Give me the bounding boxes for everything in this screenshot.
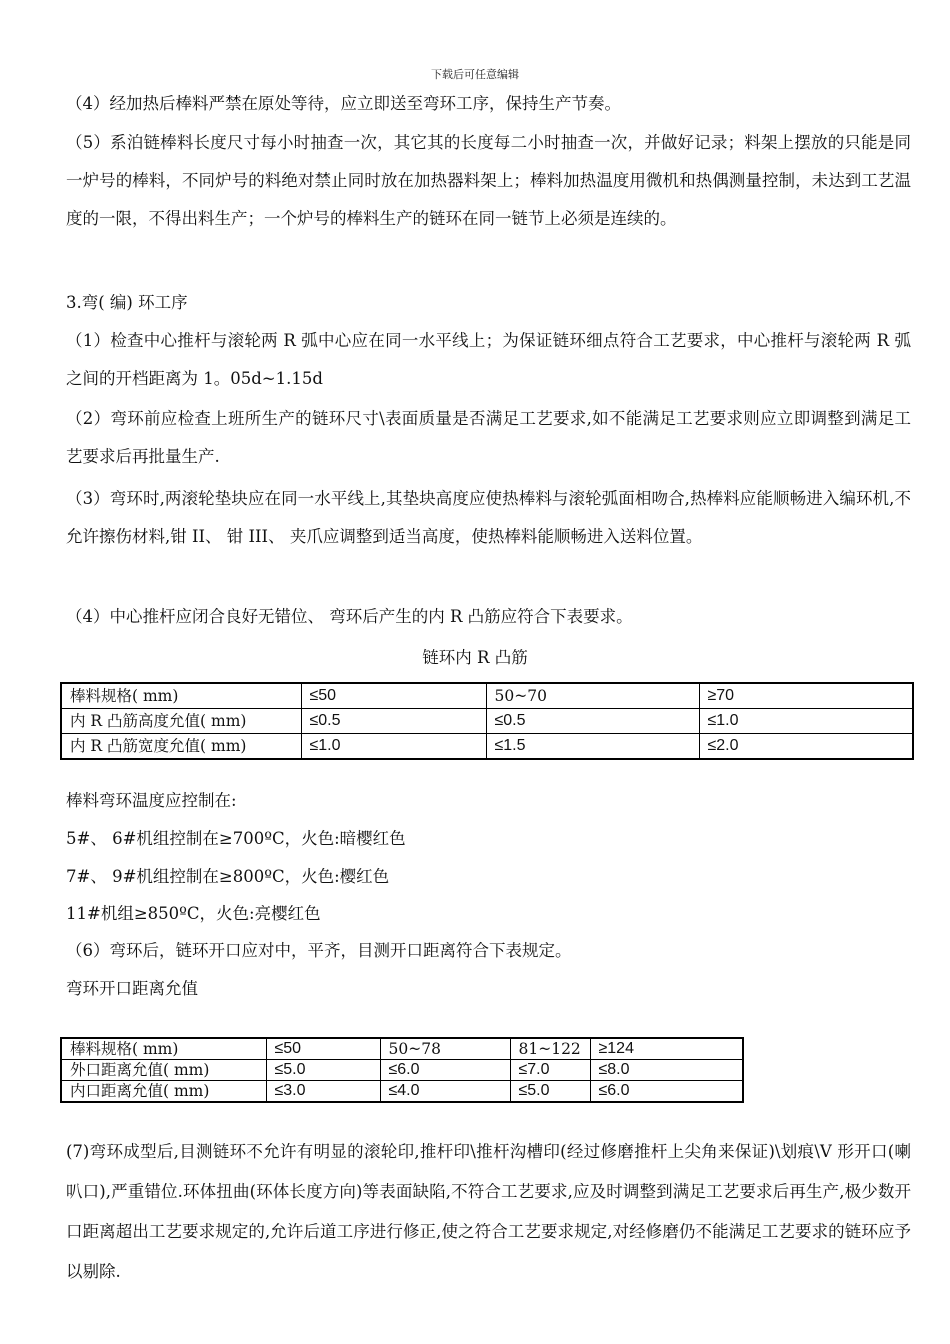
table-cell: ≤2.0 — [699, 734, 913, 760]
table-cell: 内 R 凸筋宽度允值( mm) — [61, 734, 301, 760]
paragraph-4-heating: （4）经加热后棒料严禁在原处等待，应立即送至弯环工序，保持生产节奏。 — [66, 94, 621, 113]
section-heading-bending: 3.弯( 编) 环工序 — [66, 293, 188, 312]
table-cell: 内口距离允值( mm) — [61, 1081, 266, 1103]
table-cell: ≤1.0 — [699, 709, 913, 734]
table-cell: ≤4.0 — [380, 1081, 510, 1103]
table-cell: ≤1.0 — [301, 734, 486, 760]
table-cell: 50~78 — [380, 1038, 510, 1060]
paragraph-2-pre-bend-check: （2）弯环前应检查上班所生产的链环尺寸\表面质量是否满足工艺要求,如不能满足工艺要求则应立即调整到满足工艺要求后再批量生产. — [66, 409, 911, 466]
table-cell: ≥70 — [699, 683, 913, 709]
table-cell: ≤6.0 — [590, 1081, 743, 1103]
table-row — [61, 709, 913, 734]
opening-distance-title: 弯环开口距离允值 — [66, 979, 198, 998]
table-cell: 50~70 — [486, 683, 699, 709]
table-row — [61, 734, 913, 760]
paragraph-5-bar-length-check: （5）系泊链棒料长度尺寸每小时抽查一次，其它其的长度每二小时抽查一次，并做好记录；料架上摆放的只能是同一炉号的棒料，不同炉号的料绝对禁止同时放在加热器料架上；棒料加热温度用微机和热偶测量控制，未达到工艺温度的一限，不得出料生产；一个炉号的棒料生产的链环在同一链节上必须是连续的。 — [66, 133, 911, 228]
inner-r-ridge-table — [60, 682, 914, 760]
table-cell: ≤0.5 — [301, 709, 486, 734]
table-cell: ≤1.5 — [486, 734, 699, 760]
table-cell: ≤6.0 — [380, 1060, 510, 1081]
table-cell: ≤5.0 — [510, 1081, 590, 1103]
paragraph-4-push-rod-closure: （4）中心推杆应闭合良好无错位、 弯环后产生的内 R 凸筋应符合下表要求。 — [66, 607, 633, 626]
table-cell: 棒料规格( mm) — [61, 683, 301, 709]
table-cell: ≤7.0 — [510, 1060, 590, 1081]
table-cell: ≤50 — [266, 1038, 380, 1060]
paragraph-7-forming-defects: (7)弯环成型后,目测链环不允许有明显的滚轮印,推杆印\推杆沟槽印(经过修磨推杆上尖角来保证)\划痕\V 形开口(喇叭口),严重错位.环体扭曲(环体长度方向)等表面缺陷,不符合工艺要求,应及时调整到满足工艺要求后再生产,极少数开口距离超出工艺要求规定的,允许后道工序进行修正,使之符合工艺要求规定,对经修磨仍不能满足工艺要求的链环应予以剔除. — [66, 1142, 911, 1281]
table-row — [61, 1060, 743, 1081]
table-cell: ≤50 — [301, 683, 486, 709]
table-row — [61, 1081, 743, 1103]
table-cell: ≤5.0 — [266, 1060, 380, 1081]
opening-distance-table — [60, 1037, 744, 1103]
paragraph-temp-units-7-9: 7#、 9#机组控制在≥800ºC，火色:樱红色 — [66, 867, 390, 886]
table-cell: 内 R 凸筋高度允值( mm) — [61, 709, 301, 734]
table-cell: 棒料规格( mm) — [61, 1038, 266, 1060]
paragraph-3-roller-pads: （3）弯环时,两滚轮垫块应在同一水平线上,其垫块高度应使热棒料与滚轮弧面相吻合,热棒料应能顺畅进入编环机,不允许擦伤材料,钳 II、 钳 III、 夹爪应调整到适当高度，使热棒料能顺畅进入送料位置。 — [66, 489, 911, 546]
table-row — [61, 1038, 743, 1060]
page-header-note: 下载后可任意编辑 — [431, 68, 519, 81]
paragraph-temp-unit-11: 11#机组≥850ºC，火色:亮樱红色 — [66, 904, 321, 923]
table-row — [61, 683, 913, 709]
paragraph-bending-temperature: 棒料弯环温度应控制在: — [66, 791, 237, 810]
paragraph-1-center-push-rod: （1）检查中心推杆与滚轮两 R 弧中心应在同一水平线上；为保证链环细点符合工艺要求，中心推杆与滚轮两 R 弧之间的开档距离为 1。05d~1.15d — [66, 331, 911, 388]
table-cell: ≤3.0 — [266, 1081, 380, 1103]
table-cell: 外口距离允值( mm) — [61, 1060, 266, 1081]
table-cell: ≥124 — [590, 1038, 743, 1060]
table-caption-inner-r-ridge: 链环内 R 凸筋 — [422, 648, 528, 667]
table-cell: ≤0.5 — [486, 709, 699, 734]
paragraph-temp-units-5-6: 5#、 6#机组控制在≥700ºC，火色:暗樱红色 — [66, 829, 406, 848]
paragraph-6-opening-alignment: （6）弯环后，链环开口应对中，平齐，目测开口距离符合下表规定。 — [66, 941, 572, 960]
table-cell: ≤8.0 — [590, 1060, 743, 1081]
table-cell: 81~122 — [510, 1038, 590, 1060]
